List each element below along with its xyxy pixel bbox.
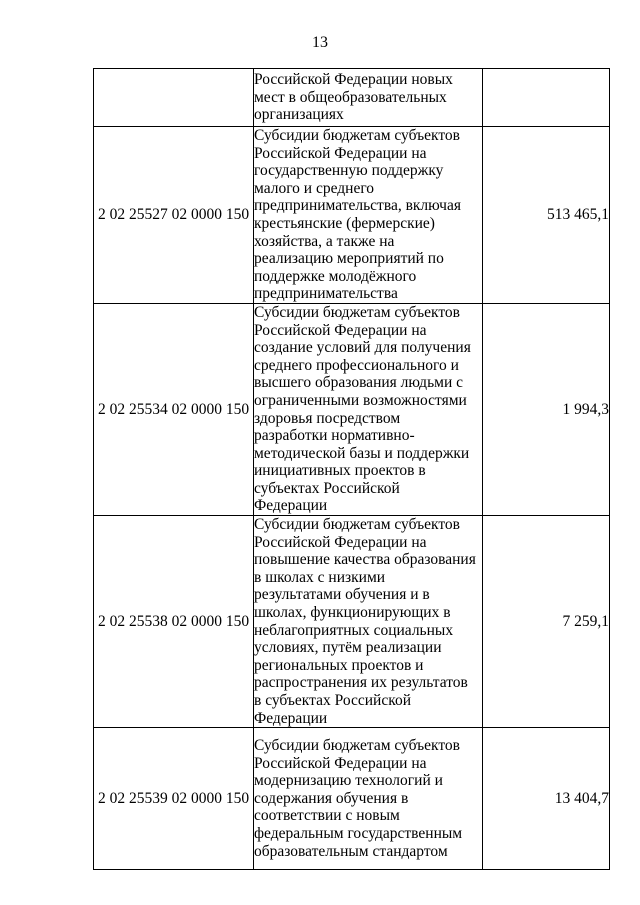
amount-value: 13 404,7 [483,728,610,870]
description-line: содержания обучения в [254,789,409,807]
description-line: федеральным государственным [254,825,463,843]
revenue-description [254,728,483,870]
page-number: 13 [312,34,328,51]
description-line: образовательным стандартом [254,842,448,860]
description-line: в школах с низкими [254,568,386,586]
description-line: среднего профессионального и [254,356,459,374]
amount-value: 513 465,1 [483,127,610,304]
description-line: Субсидии бюджетам субъектов [254,127,460,144]
description-line: Российской Федерации на [254,533,427,551]
description-line: школах, функционирующих в [254,604,451,622]
budget-classification-code: 2 02 25538 02 0000 150 [94,516,254,728]
description-line: неблагоприятных социальных [254,621,454,639]
description-line: мест в общеобразовательных [254,88,447,106]
revenue-description [254,516,483,728]
description-line: региональных проектов и [254,656,424,674]
table-row [94,728,610,870]
description-line: малого и среднего [254,179,375,197]
description-line: Российской Федерации новых [254,71,453,89]
description-line: государственную поддержку [254,162,444,180]
description-line: распространения их результатов [254,674,468,692]
description-line: результатами обучения и в [254,586,430,604]
description-line: хозяйства, а также на [254,232,395,250]
amount-value: 7 259,1 [483,516,610,728]
description-line: соответствии с новым [254,807,400,825]
description-line: в субъектах Российской [254,692,411,709]
description-line: Российской Федерации на [254,754,427,772]
description-line: реализацию мероприятий по [254,250,444,268]
amount-value: 1 994,3 [483,303,610,515]
description-line: Субсидии бюджетам субъектов [254,737,460,755]
table-row [94,303,610,515]
description-line: повышение качества образования [254,551,476,569]
description-line: разработки нормативно- [254,427,415,445]
description-line: Субсидии бюджетам субъектов [254,303,460,321]
description-line: Федерации [254,709,328,727]
table-row [94,127,610,304]
table-row [94,69,610,127]
revenue-description [254,69,483,127]
description-line: здоровья посредством [254,409,401,427]
budget-revenue-table [93,68,610,870]
description-line: Российской Федерации на [254,144,427,162]
budget-classification-code: 2 02 25539 02 0000 150 [94,728,254,870]
description-line: субъектах Российской [254,479,400,497]
description-line: Федерации [254,497,328,515]
description-line: ограниченными возможностями [254,391,467,409]
description-line: предпринимательства, включая [254,197,461,215]
description-line: поддержке молодёжного [254,267,417,285]
description-line: методической базы и поддержки [254,444,470,462]
description-line: Субсидии бюджетам субъектов [254,516,460,534]
description-line: организациях [254,106,344,124]
description-line: высшего образования людьми с [254,374,464,392]
revenue-description [254,303,483,515]
description-line: модернизацию технологий и [254,772,443,790]
table-row [94,516,610,728]
description-line: условиях, путём реализации [254,639,442,657]
description-line: Российской Федерации на [254,321,427,339]
revenue-description [254,127,483,304]
budget-classification-code [94,69,254,127]
description-line: создание условий для получения [254,339,471,357]
description-line: предпринимательства [254,285,398,303]
budget-classification-code: 2 02 25534 02 0000 150 [94,303,254,515]
description-line: инициативных проектов в [254,462,426,480]
description-line: крестьянские (фермерские) [254,214,435,232]
budget-classification-code: 2 02 25527 02 0000 150 [94,127,254,304]
amount-value [483,69,610,127]
